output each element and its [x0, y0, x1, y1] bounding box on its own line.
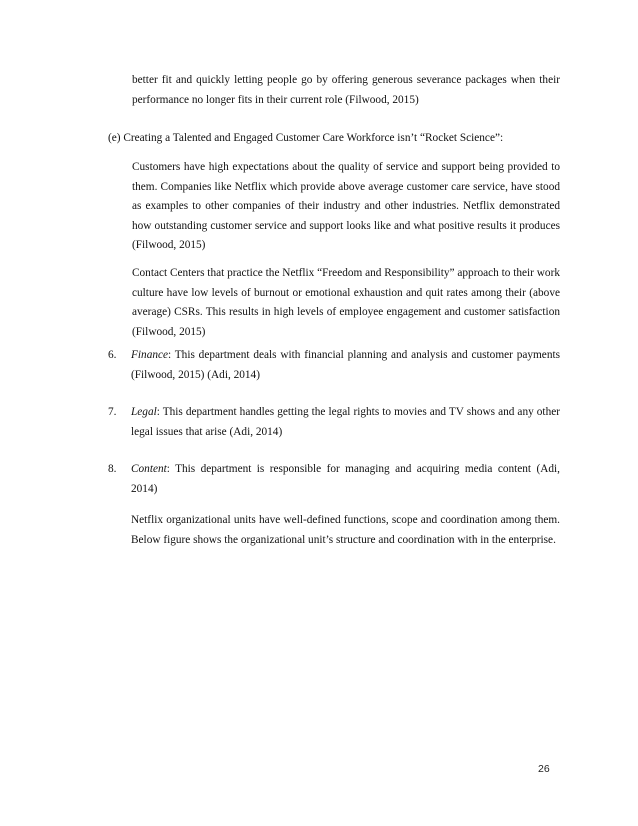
- list-item-body: [131, 346, 560, 385]
- page-number: 26: [538, 763, 550, 775]
- list-item-body: [131, 403, 560, 442]
- list-item-number: 6.: [108, 349, 117, 361]
- list-item-legal: [108, 403, 560, 442]
- list-item-finance: [108, 346, 560, 385]
- list-item-term: Legal: [131, 406, 157, 418]
- sub-item-e-paragraph-1: Customers have high expectations about the quality of service and support being provided to them. Companies like Netflix which provide above average customer care service, have stood as examples to other companies of their industry and other industries. Netflix demonstrated how outstanding customer service and support looks like and what positive results it produces (Filwood, 2015): [132, 161, 560, 251]
- list-item-body: [131, 460, 560, 499]
- list-item-text: : This department deals with financial planning and analysis and customer payments (Filwood, 2015) (Adi, 2014): [131, 349, 560, 381]
- list-item-text: : This department is responsible for managing and acquiring media content (Adi, 2014): [131, 463, 560, 495]
- list-item-number: 7.: [108, 406, 117, 418]
- list-item-term: Finance: [131, 349, 169, 361]
- closing-paragraph: Netflix organizational units have well-defined functions, scope and coordination among them. Below figure shows the organizational unit’s structure and coordination with in the enterprise.: [131, 514, 560, 546]
- list-item-term: Content: [131, 463, 167, 475]
- sub-item-e-paragraph-2: Contact Centers that practice the Netflix “Freedom and Responsibility” approach to their work culture have low levels of burnout or emotional exhaustion and quit rates among their (above average) CSRs. This results in high levels of employee engagement and customer satisfaction (Filwood, 2015): [132, 267, 560, 338]
- sub-item-e-heading: (e) Creating a Talented and Engaged Customer Care Workforce isn’t “Rocket Science”:: [108, 132, 504, 144]
- list-item-content: [108, 460, 560, 499]
- list-item-text: : This department handles getting the legal rights to movies and TV shows and any other legal issues that arise (Adi, 2014): [131, 406, 560, 438]
- list-item-number: 8.: [108, 463, 117, 475]
- continuation-paragraph: better fit and quickly letting people go by offering generous severance packages when their performance no longer fits in their current role (Filwood, 2015): [132, 74, 560, 106]
